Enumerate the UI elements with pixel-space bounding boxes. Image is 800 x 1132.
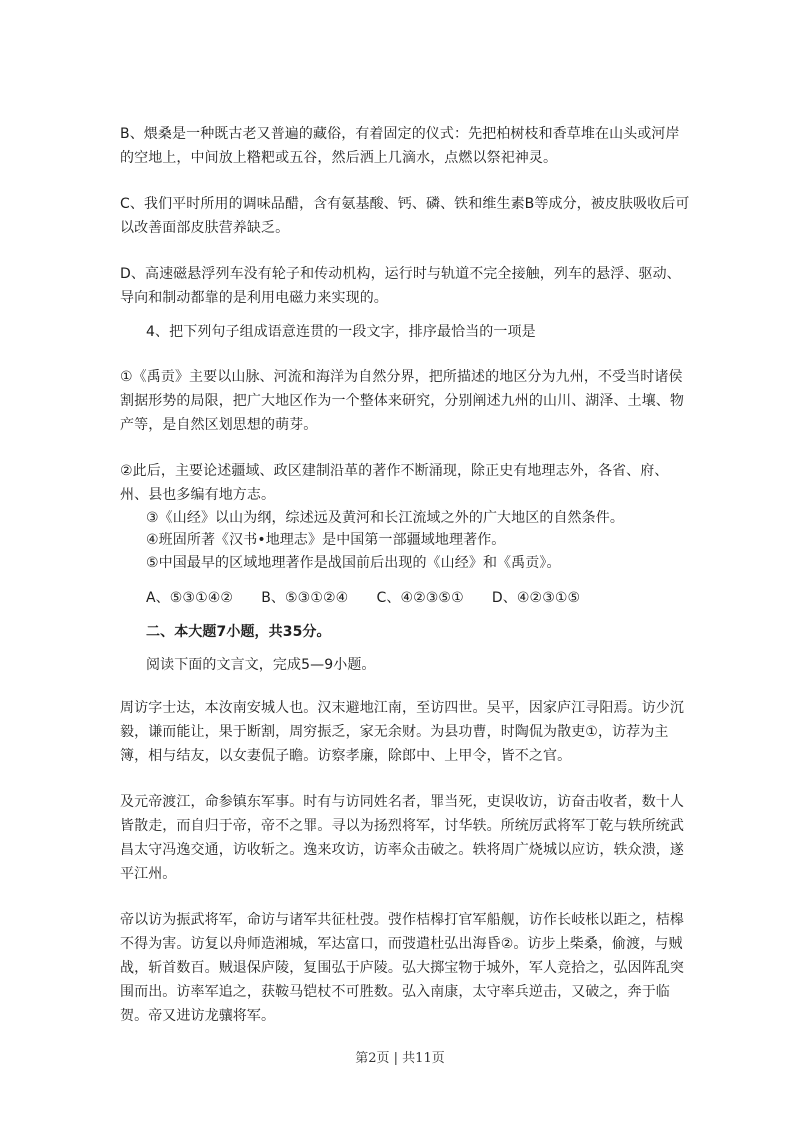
passage-paragraph-2: 及元帝渡江，命参镇东军事。时有与访同姓名者，罪当死，吏误收访，访奋击收者，数十人皆散走，而自归于帝，帝不之罪。寻以为扬烈将军，讨华轶。所统厉武将军丁乾与轶所统武昌太守冯逸交通，访收斩之。逸来攻访，访率众击破之。轶将周广烧城以应访，轶众溃，遂平江州。 — [120, 794, 684, 882]
sentence-2: ②此后，主要论述疆域、政区建制沿革的著作不断涌现，除正史有地理志外，各省、府、州、县也多编有地方志。 — [120, 463, 669, 503]
option-b-text: B、煨桑是一种既古老又普遍的藏俗，有着固定的仪式：先把柏树枝和香草堆在山头或河岸的空地上，中间放上糌粑或五谷，然后洒上几滴水，点燃以祭祀神灵。 — [120, 126, 680, 166]
option-c-text: C、我们平时所用的调味品醋，含有氨基酸、钙、磷、铁和维生素B等成分，被皮肤吸收后可以改善面部皮肤营养缺乏。 — [120, 196, 690, 236]
section-2-heading: 二、本大题7小题，共35分。 — [146, 624, 331, 640]
option-d-text: D、高速磁悬浮列车没有轮子和传动机构，运行时与轨道不完全接触，列车的悬浮、驱动、导向和制动都靠的是利用电磁力来实现的。 — [120, 266, 681, 306]
sentence-1: ①《禹贡》主要以山脉、河流和海洋为自然分界，把所描述的地区分为九州，不受当时诸侯割据形势的局限，把广大地区作为一个整体来研究，分别阐述九州的山川、湖泽、土壤、物产等，是自然区划思想的萌芽。 — [120, 369, 684, 433]
sentence-3: ③《山经》以山为纲，综述远及黄河和长江流域之外的广大地区的自然条件。 — [146, 510, 624, 526]
sentence-4: ④班固所著《汉书•地理志》是中国第一部疆域地理著作。 — [146, 532, 506, 548]
reading-instruction: 阅读下面的文言文，完成5—9小题。 — [146, 657, 376, 673]
page-footer: 第2页 | 共11页 — [355, 1051, 445, 1066]
sentence-5: ⑤中国最早的区域地理著作是战国前后出现的《山经》和《禹贡》。 — [146, 555, 561, 571]
passage-paragraph-3: 帝以访为振武将军，命访与诸军共征杜弢。弢作桔槔打官军船舰，访作长岐枨以距之，桔槔不得为害。访复以舟师造湘城，军达富口，而弢遣杜弘出海昏②。访步上柴桑，偷渡，与贼战，斩首数百。贼退保庐陵，复围弘于庐陵。弘大掷宝物于城外，军人竞拾之，弘因阵乱突围而出。访率军追之，获鞍马铠杖不可胜数。弘入南康，太守率兵逆击，又破之，奔于临贺。帝又进访龙骧将军。 — [120, 912, 684, 1024]
question-4: 4、把下列句子组成语意连贯的一段文字，排序最恰当的一项是 — [146, 324, 536, 340]
passage-paragraph-1: 周访字士达，本汝南安城人也。汉末避地江南，至访四世。吴平，因家庐江寻阳焉。访少沉毅，谦而能让，果于断割，周穷振乏，家无余财。为县功曹，时陶侃为散吏①，访荐为主簿，相与结友，以女妻侃子瞻。访察孝廉，除郎中、上甲令，皆不之官。 — [120, 700, 684, 764]
answer-options: A、⑤③①④② B、⑤③①②④ C、④②③⑤① D、④②③①⑤ — [146, 590, 581, 606]
